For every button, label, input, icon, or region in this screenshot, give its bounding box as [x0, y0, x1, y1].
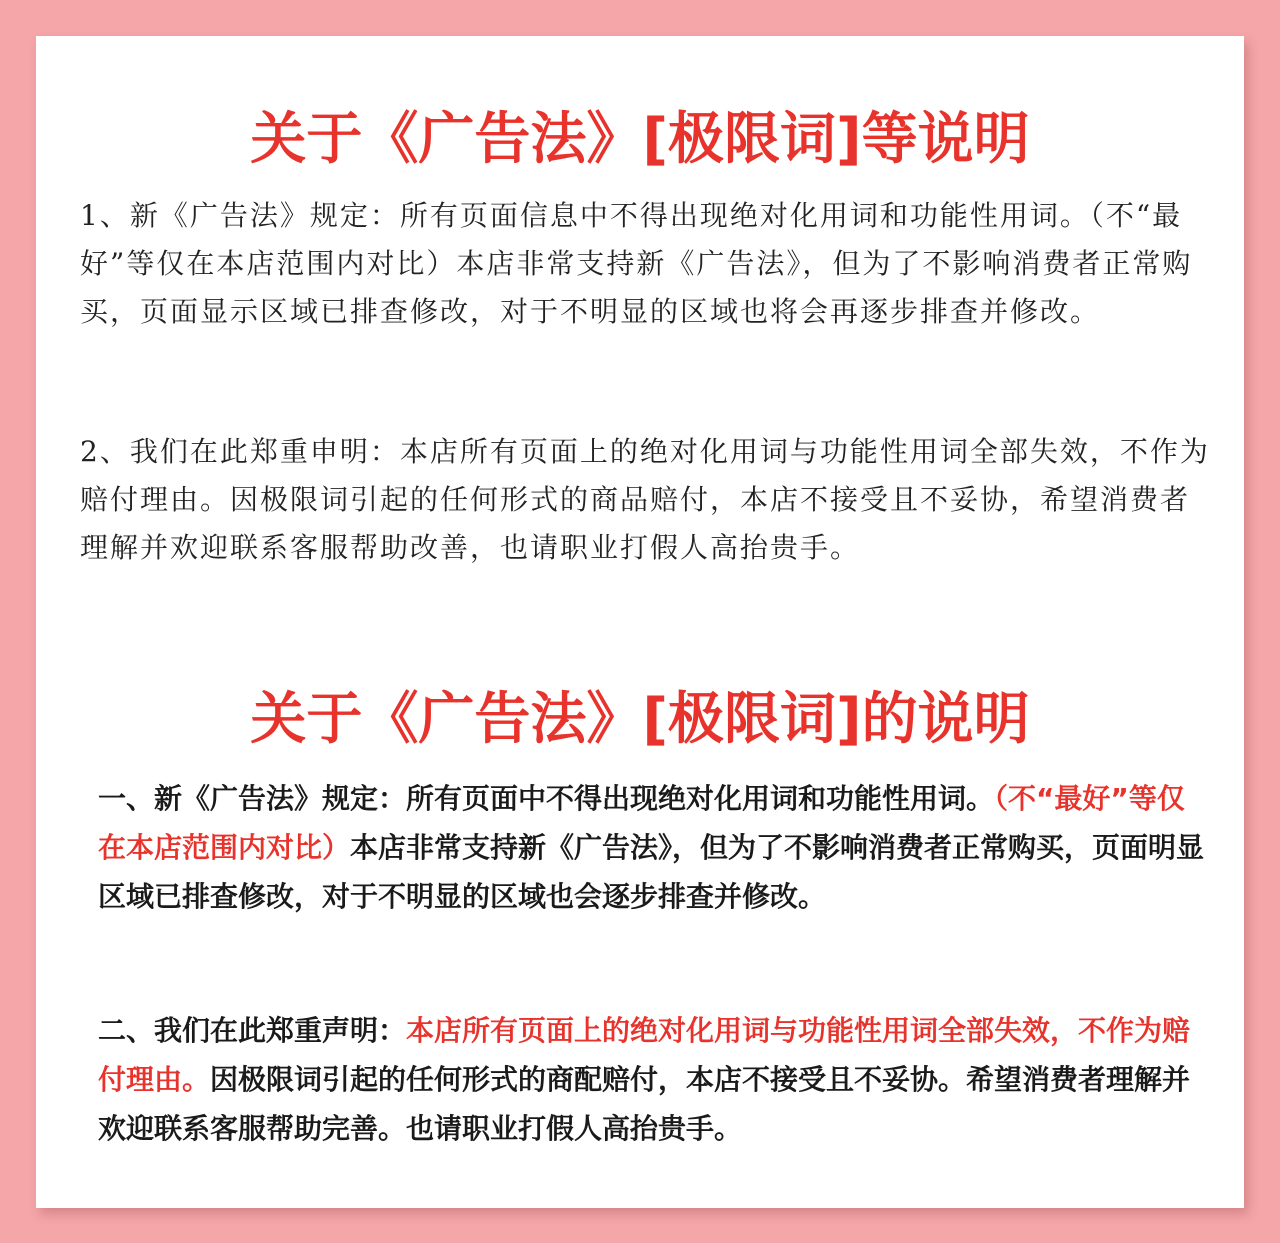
section2-paragraph-1-text-a: 一、新《广告法》规定：所有页面中不得出现绝对化用词和功能性用词。	[98, 782, 995, 815]
section1-paragraph-1: 1、新《广告法》规定：所有页面信息中不得出现绝对化用词和功能性用词。（不“最好”等仅在本店范围内对比）本店非常支持新《广告法》，但为了不影响消费者正常购买，页面显示区域已排查修改，对于不明显的区域也将会再逐步排查并修改。	[80, 199, 1193, 328]
notice-card	[36, 36, 1244, 1208]
section2-title: 关于《广告法》[极限词]的说明	[250, 687, 1030, 752]
section2-paragraph-2-highlight: 本店所有页面上的绝对化用词与功能性用词全部失效，不作为赔付理由。	[98, 1014, 1191, 1096]
section2-paragraph-2	[98, 1006, 1208, 1153]
section1-title: 关于《广告法》[极限词]等说明	[250, 107, 1030, 172]
section2-paragraph-1-highlight: （不“最好”等仅在本店范围内对比）	[98, 782, 1185, 864]
section2-paragraph-2-text-b: 因极限词引起的任何形式的商配赔付，本店不接受且不妥协。希望消费者理解并欢迎联系客服帮助完善。也请职业打假人高抬贵手。	[98, 1063, 1191, 1145]
section1-paragraph-2: 2、我们在此郑重申明：本店所有页面上的绝对化用词与功能性用词全部失效，不作为赔付理由。因极限词引起的任何形式的商品赔付，本店不接受且不妥协，希望消费者理解并欢迎联系客服帮助改善，也请职业打假人高抬贵手。	[80, 435, 1210, 564]
section2-paragraph-1-text-b: 本店非常支持新《广告法》，但为了不影响消费者正常购买，页面明显区域已排查修改，对于不明显的区域也会逐步排查并修改。	[98, 831, 1205, 913]
section2-paragraph-2-text-a: 二、我们在此郑重声明：	[98, 1014, 407, 1047]
section2-paragraph-1	[98, 774, 1208, 921]
